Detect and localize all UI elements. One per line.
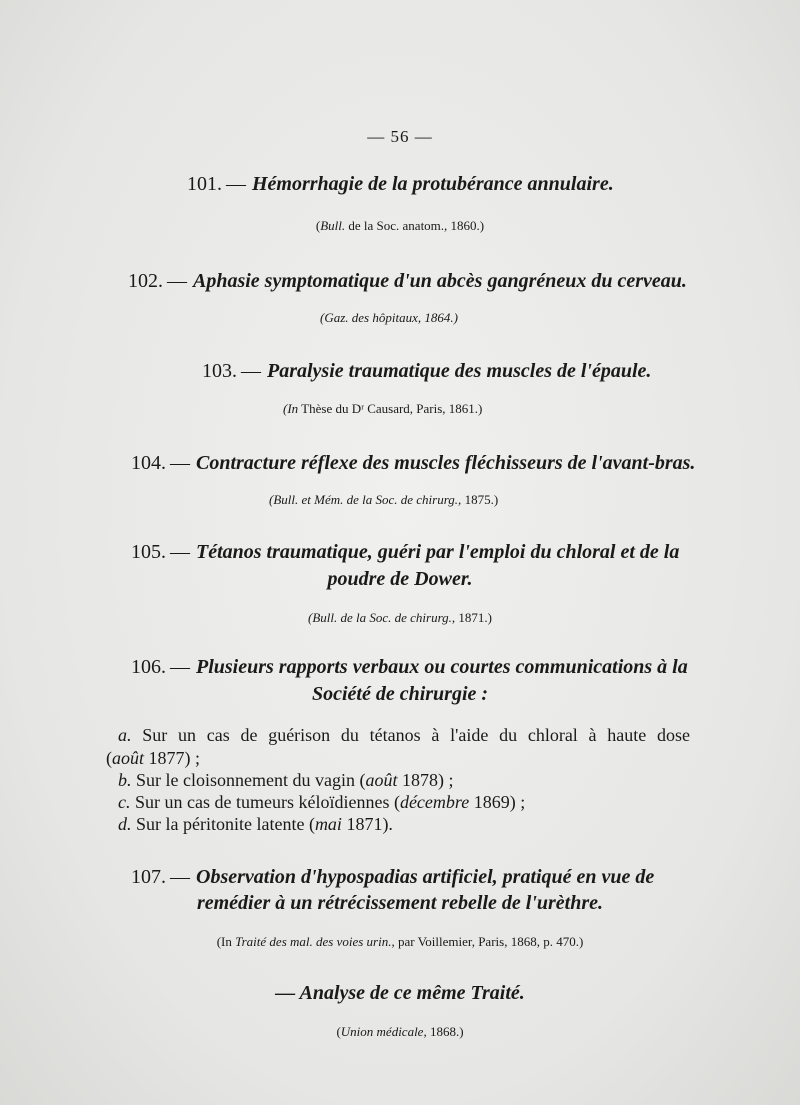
list-item-b: b. Sur le cloisonnement du vagin (août 1878) ; — [118, 770, 454, 790]
entry-106-title-line2: Société de chirurgie : — [311, 683, 489, 705]
entry-101-reference: (Bull. de la Soc. anatom., 1860.) — [315, 218, 485, 233]
list-item-d: d. Sur la péritonite latente (mai 1871). — [118, 814, 393, 834]
entry-102-title: 102. — Aphasie symptomatique d'un abcès gangréneux du cerveau. — [128, 270, 687, 292]
analysis-title: — Analyse de ce même Traité. — [275, 982, 525, 1004]
entry-105-title-line2: poudre de Dower. — [327, 568, 473, 590]
entry-107-title-line1: 107. — Observation d'hypospadias artificiel, pratiqué en vue de — [131, 866, 655, 888]
list-item-a-continuation: (août 1877) ; — [106, 748, 201, 768]
show-through-text — [0, 150, 800, 170]
analysis-reference: (Union médicale, 1868.) — [336, 1024, 464, 1039]
entry-107-title-line2: remédier à un rétrécissement rebelle de l'urèthre. — [196, 892, 604, 914]
entry-101-title: 101. — Hémorrhagie de la protubérance annulaire. — [187, 173, 614, 195]
entry-102-reference: (Gaz. des hôpitaux, 1864.) — [320, 310, 458, 325]
entry-104-title: 104. — Contracture réflexe des muscles fléchisseurs de l'avant-bras. — [131, 452, 696, 474]
entry-104-reference: (Bull. et Mém. de la Soc. de chirurg., 1875.) — [269, 492, 499, 507]
entry-107-reference: (In Traité des mal. des voies urin., par Voillemier, Paris, 1868, p. 470.) — [216, 934, 584, 949]
entry-106-title-line1: 106. — Plusieurs rapports verbaux ou courtes communications à la — [131, 656, 688, 678]
page-number: — 56 — — [367, 127, 433, 146]
list-item-c: c. Sur un cas de tumeurs kéloïdiennes (décembre 1869) ; — [118, 792, 526, 812]
list-item-a: a. Sur un cas de guérison du tétanos à l'aide du chloral à haute dose — [118, 725, 690, 745]
entry-105-title-line1: 105. — Tétanos traumatique, guéri par l'emploi du chloral et de la — [131, 541, 680, 563]
entry-103-title: 103. — Paralysie traumatique des muscles de l'épaule. — [202, 360, 652, 382]
entry-105-reference: (Bull. de la Soc. de chirurg., 1871.) — [307, 610, 493, 625]
entry-103-reference: (In Thèse du Dʳ Causard, Paris, 1861.) — [283, 401, 483, 416]
